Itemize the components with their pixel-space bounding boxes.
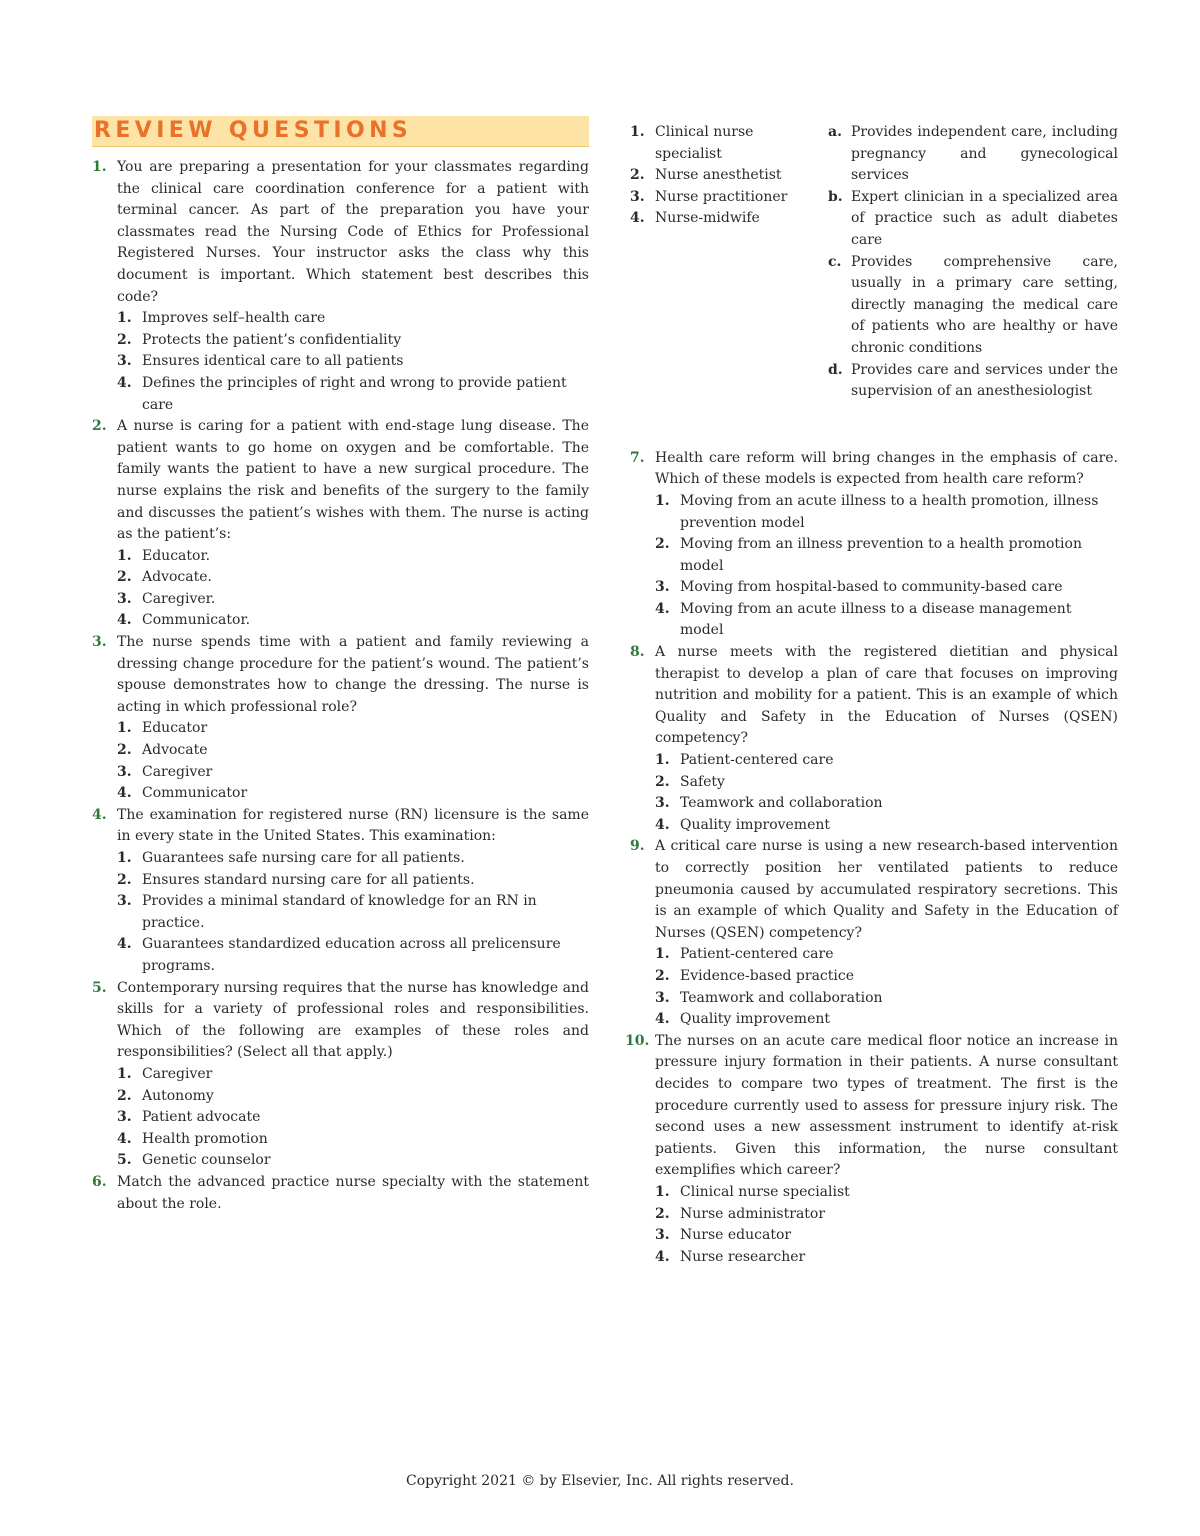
option-text: Advocate.	[142, 569, 212, 586]
option-text: Patient-centered care	[680, 946, 834, 963]
option-text: Provides a minimal standard of knowledge for an RN in practice.	[142, 893, 537, 931]
option-text: Nurse researcher	[680, 1248, 806, 1265]
matching-statements	[828, 122, 1118, 403]
question-number: 1.	[92, 159, 107, 175]
option-text: Patient-centered care	[680, 752, 834, 769]
option-number: 1.	[117, 1065, 132, 1082]
answer-option[interactable]	[655, 815, 1118, 837]
option-number: 4.	[117, 785, 132, 802]
answer-option[interactable]	[117, 783, 589, 805]
option-text: Moving from an acute illness to a disease management model	[680, 600, 1072, 639]
option-text: Moving from hospital-based to community-based care	[680, 579, 1063, 596]
question-number: 5.	[92, 979, 107, 996]
option-text: Quality improvement	[680, 1011, 831, 1028]
question-text: You are preparing a presentation for your classmates regarding the clinical care coordination conference for a patient with terminal cancer. As part of the preparation you have your classmates read the Nursing Code of Ethics for Professional Registered Nurses. Your instructor asks the class why this document is important. Which statement best describes this code?	[117, 159, 589, 305]
option-text: Communicator	[142, 785, 248, 802]
answer-option[interactable]	[655, 1204, 1118, 1226]
option-text: Moving from an illness prevention to a health promotion model	[680, 536, 1082, 574]
match-specialty	[630, 208, 800, 230]
match-statement	[828, 360, 1118, 403]
answer-option[interactable]	[117, 308, 589, 330]
question	[92, 157, 589, 416]
answer-option[interactable]	[655, 491, 1118, 534]
question-list-left	[92, 157, 589, 1215]
match-label: d.	[828, 361, 843, 378]
match-specialty	[630, 165, 800, 187]
answer-option[interactable]	[117, 546, 589, 568]
question-number: 6.	[92, 1173, 107, 1190]
option-number: 4.	[117, 374, 132, 391]
answer-option[interactable]	[117, 351, 589, 373]
option-number: 1.	[655, 752, 670, 769]
match-specialty	[630, 187, 800, 209]
match-label: 2.	[630, 167, 645, 184]
question-number: 4.	[92, 806, 107, 823]
option-text: Genetic counselor	[142, 1152, 271, 1169]
right-column	[625, 116, 1118, 1268]
question-text: A critical care nurse is using a new research-based intervention to correctly position her ventilated patients to reduce pneumonia caused by accumulated respiratory secretions. This is an example of which Quality and Safety in the Education of Nurses (QSEN) competency?	[655, 838, 1118, 941]
answer-option[interactable]	[655, 1009, 1118, 1031]
copyright-footer: Copyright 2021 © by Elsevier, Inc. All rights reserved.	[406, 1473, 794, 1489]
answer-options	[117, 546, 589, 632]
match-text: Provides comprehensive care, usually in a primary care setting, directly managing the medical care of patients who are healthy or have chronic conditions	[851, 253, 1118, 356]
answer-option[interactable]	[117, 870, 589, 892]
option-number: 2.	[117, 742, 132, 759]
answer-option[interactable]	[655, 793, 1118, 815]
answer-options	[117, 308, 589, 416]
option-number: 3.	[117, 893, 132, 910]
answer-options	[655, 1182, 1118, 1268]
option-text: Protects the patient’s confidentiality	[142, 331, 402, 348]
match-specialty	[630, 122, 800, 165]
option-text: Patient advocate	[142, 1109, 261, 1126]
answer-options	[117, 718, 589, 804]
option-text: Caregiver	[142, 763, 213, 780]
option-text: Caregiver	[142, 1065, 213, 1082]
question-number: 8.	[630, 644, 645, 661]
question-text: Match the advanced practice nurse specialty with the statement about the role.	[117, 1173, 589, 1212]
match-statement	[828, 252, 1118, 360]
option-text: Guarantees safe nursing care for all patients.	[142, 850, 465, 866]
question-number: 9.	[630, 838, 645, 855]
question	[92, 1172, 589, 1215]
option-text: Teamwork and collaboration	[680, 989, 883, 1006]
option-number: 2.	[117, 569, 132, 586]
answer-option[interactable]	[117, 1086, 589, 1108]
left-column	[92, 116, 589, 1215]
question-text: Health care reform will bring changes in the emphasis of care. Which of these models is expected from health care reform?	[655, 449, 1118, 488]
match-label: 3.	[630, 188, 645, 205]
question-list-right	[625, 448, 1118, 1269]
match-label: c.	[828, 253, 842, 270]
option-text: Evidence-based practice	[680, 967, 854, 984]
question-number: 7.	[630, 449, 645, 466]
question	[92, 978, 589, 1172]
question-text: The examination for registered nurse (RN) licensure is the same in every state in the United States. This examination:	[117, 806, 589, 845]
option-number: 2.	[655, 773, 670, 790]
option-text: Ensures identical care to all patients	[142, 353, 404, 370]
answer-options	[655, 944, 1118, 1030]
question	[630, 836, 1118, 1030]
answer-options	[117, 1064, 589, 1172]
answer-option[interactable]	[655, 944, 1118, 966]
option-number: 3.	[117, 590, 132, 607]
answer-option[interactable]	[655, 772, 1118, 794]
question-text: Contemporary nursing requires that the nurse has knowledge and skills for a variety of professional roles and responsibilities. Which of the following are examples of these roles and responsibilities? (Select all that apply.)	[117, 979, 589, 1061]
option-text: Nurse administrator	[680, 1205, 826, 1222]
option-text: Improves self–health care	[142, 310, 326, 327]
option-text: Nurse educator	[680, 1227, 792, 1244]
option-number: 1.	[117, 850, 132, 866]
option-number: 3.	[117, 763, 132, 780]
answer-option[interactable]	[655, 1182, 1118, 1204]
option-text: Quality improvement	[680, 816, 831, 833]
option-text: Guarantees standardized education across all prelicensure programs.	[142, 936, 561, 974]
match-statement	[828, 122, 1118, 187]
answer-option[interactable]	[117, 589, 589, 611]
question-number: 3.	[92, 634, 107, 651]
match-text: Provides independent care, including pregnancy and gynecological services	[851, 124, 1118, 184]
option-text: Caregiver.	[142, 590, 216, 607]
option-text: Safety	[680, 773, 725, 790]
option-text: Educator	[142, 720, 208, 737]
option-number: 4.	[117, 1130, 132, 1147]
answer-option[interactable]	[117, 718, 589, 740]
option-number: 4.	[655, 816, 670, 833]
answer-option[interactable]	[117, 373, 589, 416]
question	[92, 632, 589, 805]
answer-option[interactable]	[117, 1064, 589, 1086]
section-heading-bar	[92, 116, 589, 147]
option-number: 3.	[117, 353, 132, 370]
answer-option[interactable]	[117, 1129, 589, 1151]
question	[630, 642, 1118, 836]
option-text: Clinical nurse specialist	[680, 1183, 850, 1200]
answer-option[interactable]	[117, 934, 589, 977]
option-number: 3.	[117, 1109, 132, 1126]
option-text: Health promotion	[142, 1130, 268, 1147]
option-number: 2.	[117, 1087, 132, 1104]
question-text: The nurse spends time with a patient and family reviewing a dressing change procedure for the patient’s wound. The patient’s spouse demonstrates how to change the dressing. The nurse is acting in which professional role?	[117, 634, 589, 715]
answer-option[interactable]	[117, 610, 589, 632]
question-text: The nurses on an acute care medical floor notice an increase in pressure injury formation in their patients. A nurse consultant decides to compare two types of treatment. The first is the procedure currently used to assess for pressure injury risk. The second uses a new assessment instrument to identify at-risk patients. Given this information, the nurse consultant exemplifies which career?	[655, 1032, 1118, 1179]
option-number: 2.	[655, 536, 670, 553]
answer-options	[655, 491, 1118, 642]
question	[92, 805, 589, 978]
answer-option[interactable]	[655, 534, 1118, 577]
option-text: Defines the principles of right and wrong to provide patient care	[142, 374, 567, 413]
answer-option[interactable]	[117, 1150, 589, 1172]
answer-option[interactable]	[655, 1247, 1118, 1269]
answer-option[interactable]	[117, 330, 589, 352]
option-number: 3.	[655, 795, 670, 812]
answer-option[interactable]	[117, 740, 589, 762]
answer-option[interactable]	[117, 848, 589, 870]
option-number: 4.	[117, 936, 132, 953]
section-heading: REVIEW QUESTIONS	[94, 118, 413, 143]
option-number: 1.	[655, 1183, 670, 1200]
option-text: Teamwork and collaboration	[680, 795, 883, 812]
match-label: 4.	[630, 210, 645, 227]
option-number: 1.	[655, 946, 670, 963]
question	[625, 1031, 1118, 1269]
question-number: 10.	[625, 1032, 650, 1049]
match-label: a.	[828, 124, 842, 140]
match-text: Clinical nurse specialist	[655, 124, 754, 162]
option-number: 2.	[117, 331, 132, 348]
answer-option[interactable]	[117, 567, 589, 589]
option-number: 2.	[655, 967, 670, 984]
option-number: 4.	[655, 600, 670, 617]
option-text: Ensures standard nursing care for all patients.	[142, 871, 475, 888]
option-number: 4.	[655, 1248, 670, 1265]
option-number: 1.	[117, 310, 132, 327]
answer-option[interactable]	[655, 577, 1118, 599]
answer-option[interactable]	[655, 966, 1118, 988]
question	[92, 416, 589, 632]
option-number: 3.	[655, 579, 670, 596]
answer-option[interactable]	[117, 891, 589, 934]
option-text: Communicator.	[142, 612, 251, 629]
option-number: 3.	[655, 1227, 670, 1244]
matching-table	[630, 122, 1118, 403]
option-number: 5.	[117, 1152, 132, 1169]
matching-specialties	[630, 122, 800, 403]
option-number: 4.	[117, 612, 132, 629]
match-text: Expert clinician in a specialized area of practice such as adult diabetes care	[851, 188, 1118, 248]
option-number: 2.	[655, 1205, 670, 1222]
answer-options	[655, 750, 1118, 836]
question-number: 2.	[92, 418, 107, 435]
answer-option[interactable]	[655, 599, 1118, 642]
match-text: Provides care and services under the supervision of an anesthesiologist	[851, 361, 1118, 400]
option-number: 3.	[655, 989, 670, 1006]
answer-option[interactable]	[655, 1225, 1118, 1247]
option-number: 2.	[117, 871, 132, 888]
match-text: Nurse-midwife	[655, 210, 760, 227]
option-text: Advocate	[142, 742, 208, 759]
question-text: A nurse is caring for a patient with end-stage lung disease. The patient wants to go home on oxygen and be comfortable. The family wants the patient to have a new surgical procedure. The nurse explains the risk and benefits of the surgery to the family and discusses the patient’s wishes with them. The nurse is acting as the patient’s:	[117, 418, 589, 543]
match-statement	[828, 187, 1118, 252]
match-text: Nurse practitioner	[655, 188, 788, 205]
option-text: Autonomy	[142, 1087, 214, 1104]
match-text: Nurse anesthetist	[655, 167, 782, 184]
answer-option[interactable]	[117, 1107, 589, 1129]
option-number: 1.	[117, 720, 132, 737]
answer-option[interactable]	[117, 762, 589, 784]
question-text: A nurse meets with the registered dietitian and physical therapist to develop a plan of care that focuses on improving nutrition and mobility for a patient. This is an example of which Quality and Safety in the Education of Nurses (QSEN) competency?	[655, 644, 1118, 747]
answer-option[interactable]	[655, 988, 1118, 1010]
option-text: Moving from an acute illness to a health promotion, illness prevention model	[680, 492, 1099, 531]
question	[630, 448, 1118, 642]
match-label: b.	[828, 188, 843, 205]
option-number: 1.	[655, 492, 670, 509]
option-number: 4.	[655, 1011, 670, 1028]
answer-option[interactable]	[655, 750, 1118, 772]
option-number: 1.	[117, 547, 132, 564]
answer-options	[117, 848, 589, 978]
match-label: 1.	[630, 124, 645, 140]
option-text: Educator.	[142, 547, 211, 564]
